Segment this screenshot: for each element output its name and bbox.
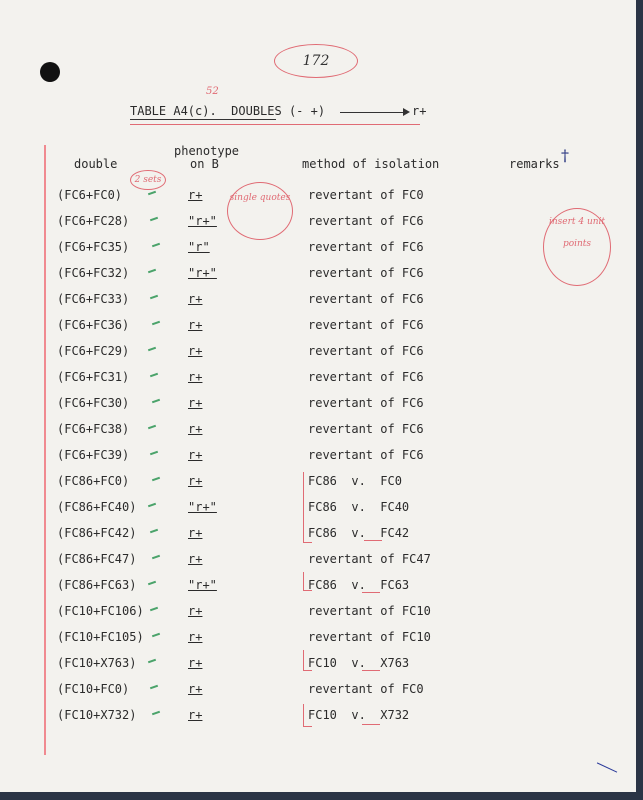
double-cell: (FC6+FC29) [57,344,130,358]
dagger-mark: † [561,146,569,165]
phenotype-cell: "r+" [188,500,217,514]
table-row [0,656,636,682]
check-mark [152,243,160,248]
double-cell: (FC6+FC30) [57,396,130,410]
check-mark [152,321,160,326]
check-mark [148,581,156,586]
check-mark [152,633,160,638]
method-cell: revertant of FC6 [308,370,424,384]
check-mark [148,425,156,430]
check-mark [150,451,158,456]
double-cell: (FC86+FC63) [57,578,137,592]
table-row [0,422,636,448]
method-cell: revertant of FC6 [308,214,424,228]
title-underline [130,119,276,120]
phenotype-cell: r+ [188,422,203,436]
header-method: method of isolation [302,157,440,171]
table-row [0,500,636,526]
phenotype-cell: r+ [188,188,203,202]
method-cell: FC10 v. X763 [308,656,410,670]
method-cell: revertant of FC6 [308,318,424,332]
method-cell: FC86 v. FC63 [308,578,410,592]
double-cell: (FC6+FC32) [57,266,130,280]
double-cell: (FC6+FC35) [57,240,130,254]
check-mark [148,503,156,508]
phenotype-cell: r+ [188,474,203,488]
check-mark [150,685,158,690]
phenotype-cell: "r+" [188,578,217,592]
table-row [0,396,636,422]
pen-stroke [597,762,617,772]
table-row [0,552,636,578]
phenotype-cell: r+ [188,630,203,644]
method-cell: revertant of FC0 [308,188,424,202]
phenotype-cell: r+ [188,318,203,332]
check-mark [152,399,160,404]
double-cell: (FC6+FC38) [57,422,130,436]
double-cell: (FC6+FC39) [57,448,130,462]
phenotype-cell: r+ [188,708,203,722]
phenotype-cell: r+ [188,292,203,306]
method-cell: revertant of FC47 [308,552,431,566]
check-mark [148,269,156,274]
table-row [0,240,636,266]
table-row [0,448,636,474]
page-number: 172 [274,44,358,78]
margin-note-insert-points: insert 4 unit points [543,208,611,286]
header-phenotype-2: on B [190,157,219,171]
method-cell: FC86 v. FC40 [308,500,410,514]
arrow-right-icon [340,112,408,113]
check-mark [150,217,158,222]
check-mark [152,711,160,716]
double-cell: (FC6+FC31) [57,370,130,384]
double-cell: (FC10+FC106) [57,604,144,618]
title-underline-red [130,124,420,125]
phenotype-cell: r+ [188,682,203,696]
check-mark [150,373,158,378]
method-cell: FC86 v. FC42 [308,526,410,540]
double-cell: (FC86+FC0) [57,474,130,488]
method-cell: revertant of FC6 [308,344,424,358]
title-annotation: 52 [206,86,219,97]
method-cell: revertant of FC6 [308,266,424,280]
table-row [0,708,636,734]
table-row [0,214,636,240]
table-row [0,682,636,708]
header-phenotype-1: phenotype [174,144,240,158]
table-row [0,370,636,396]
phenotype-cell: r+ [188,526,203,540]
method-cell: revertant of FC10 [308,630,431,644]
double-cell: (FC86+FC47) [57,552,137,566]
punch-hole [40,62,60,82]
phenotype-cell: "r+" [188,266,217,280]
table-row [0,318,636,344]
double-cell: (FC6+FC33) [57,292,130,306]
phenotype-cell: r+ [188,344,203,358]
double-cell: (FC10+FC105) [57,630,144,644]
check-mark [150,295,158,300]
method-cell: revertant of FC6 [308,396,424,410]
margin-note-single-quotes: single quotes [227,182,293,240]
double-cell: (FC6+FC28) [57,214,130,228]
phenotype-cell: r+ [188,448,203,462]
double-cell: (FC10+X732) [57,708,137,722]
double-cell: (FC10+FC0) [57,682,130,696]
phenotype-cell: "r+" [188,214,217,228]
phenotype-cell: r+ [188,552,203,566]
table-row [0,604,636,630]
method-cell: revertant of FC6 [308,292,424,306]
check-mark [148,347,156,352]
double-cell: (FC6+FC36) [57,318,130,332]
method-cell: revertant of FC10 [308,604,431,618]
check-mark [150,607,158,612]
table-row [0,526,636,552]
method-cell: revertant of FC0 [308,682,424,696]
double-cell: (FC86+FC40) [57,500,137,514]
header-double: double [74,157,118,171]
table-row [0,266,636,292]
check-mark [152,555,160,560]
scan-edge [636,0,643,800]
header-remarks: remarks [509,157,560,171]
table-row [0,630,636,656]
table-title: TABLE A4(c). DOUBLES (- +) [130,104,326,118]
method-cell: FC86 v. FC0 [308,474,402,488]
table-row [0,188,636,214]
method-cell: revertant of FC6 [308,422,424,436]
phenotype-cell: r+ [188,604,203,618]
table-row [0,344,636,370]
double-cell: (FC6+FC0) [57,188,123,202]
table-row [0,474,636,500]
method-cell: revertant of FC6 [308,448,424,462]
phenotype-cell: r+ [188,370,203,384]
phenotype-cell: "r" [188,240,210,254]
double-cell: (FC10+X763) [57,656,137,670]
phenotype-cell: r+ [188,656,203,670]
scan-edge [0,792,643,800]
margin-note-sets: 2 sets [130,170,166,190]
title-result: r+ [412,104,427,118]
double-cell: (FC86+FC42) [57,526,137,540]
check-mark [148,659,156,664]
table-row [0,292,636,318]
check-mark [150,529,158,534]
check-mark [148,191,156,196]
method-cell: FC10 v. X732 [308,708,410,722]
check-mark [152,477,160,482]
phenotype-cell: r+ [188,396,203,410]
table-row [0,578,636,604]
method-cell: revertant of FC6 [308,240,424,254]
